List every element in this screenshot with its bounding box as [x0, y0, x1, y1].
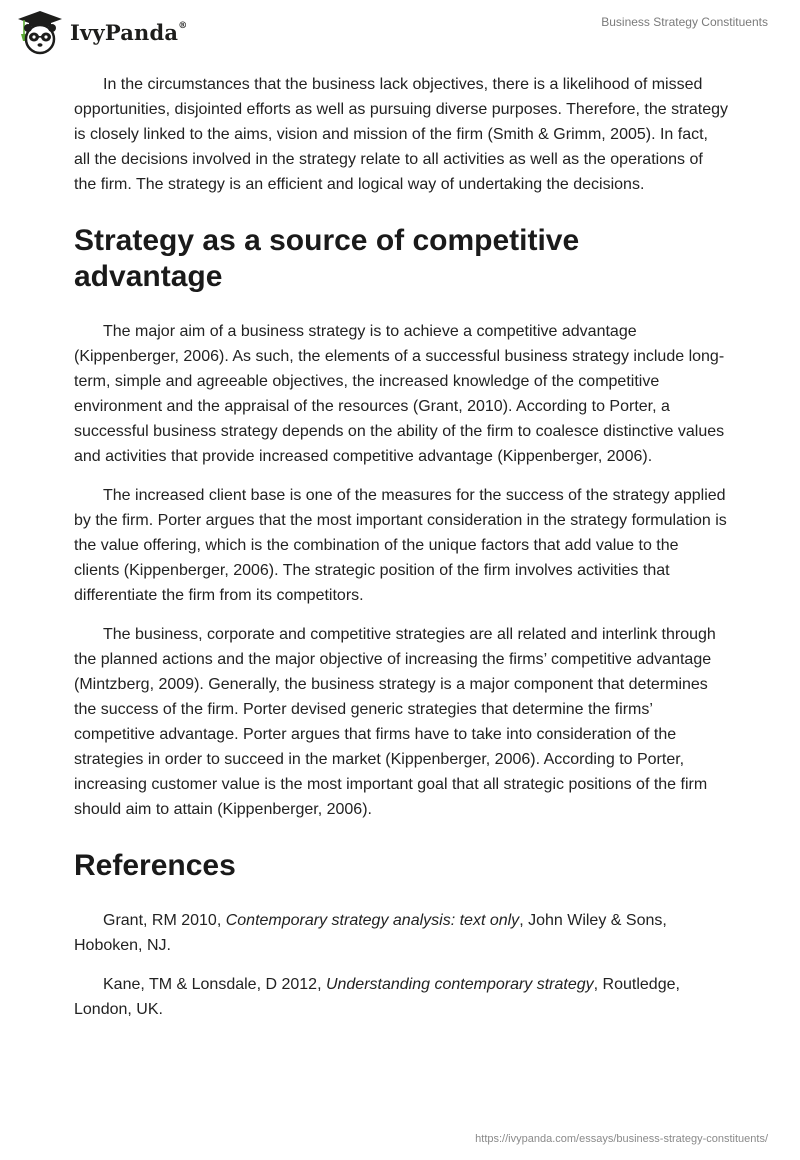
panda-logo-icon: [14, 8, 66, 56]
body-paragraph: The increased client base is one of the measures for the success of the strategy applied by the firm. Porter argues that the most important consideration in the strategy formulation is the value offering, which is the combination of the unique factors that add value to the clients (Kippenberger, 2006). The strategic position of the firm involves activities that differentiate the firm from its competitors.: [74, 487, 727, 604]
section-heading: Strategy as a source of competitive advantage: [74, 224, 580, 293]
page-header: [0, 0, 800, 60]
intro-paragraph: In the circumstances that the business lack objectives, there is a likelihood of missed opportunities, disjointed efforts as well as pursuing diverse purposes. Therefore, the strategy is closely linked to the aims, vision and mission of the firm (Smith & Grimm, 2005). In fact, all the decisions involved in the strategy relate to all activities as well as the operations of the firm. The strategy is an efficient and logical way of undertaking the decisions.: [74, 76, 728, 193]
body-paragraph: The major aim of a business strategy is to achieve a competitive advantage (Kippenberger, 2006). As such, the elements of a successful business strategy include long-term, simple and agreeable objectives, the increased knowledge of the competitive environment and the appraisal of the resources (Grant, 2010). According to Porter, a successful business strategy depends on the ability of the firm to coalesce distinctive values and activities that provide increased competitive advantage (Kippenberger, 2006).: [74, 323, 725, 465]
essay-body: [74, 72, 728, 1036]
document-title: Business Strategy Constituents: [601, 15, 768, 29]
source-url-link[interactable]: https://ivypanda.com/essays/business-strategy-constituents/: [475, 1133, 768, 1145]
brand-logo[interactable]: [14, 8, 187, 56]
references-heading: References: [74, 849, 236, 882]
brand-name: IvyPanda®: [70, 19, 188, 45]
body-paragraph: The business, corporate and competitive strategies are all related and interlink through the planned actions and the major objective of increasing the firms’ competitive advantage (Mintzberg, 2009). Generally, the business strategy is a major component that determines the success of the firm. Porter devised generic strategies that determine the firms’ competitive advantage. Porter argues that firms have to take into consideration of the strategies in order to succeed in the market (Kippenberger, 2006). According to Porter, increasing customer value is the most important goal that all strategic positions of the firm should aim to attain (Kippenberger, 2006).: [74, 626, 716, 818]
reference-item: Grant, RM 2010, Contemporary strategy analysis: text only, John Wiley & Sons, Hoboken, NJ.: [74, 912, 667, 954]
reference-item: Kane, TM & Lonsdale, D 2012, Understanding contemporary strategy, Routledge, London, UK.: [74, 976, 680, 1018]
